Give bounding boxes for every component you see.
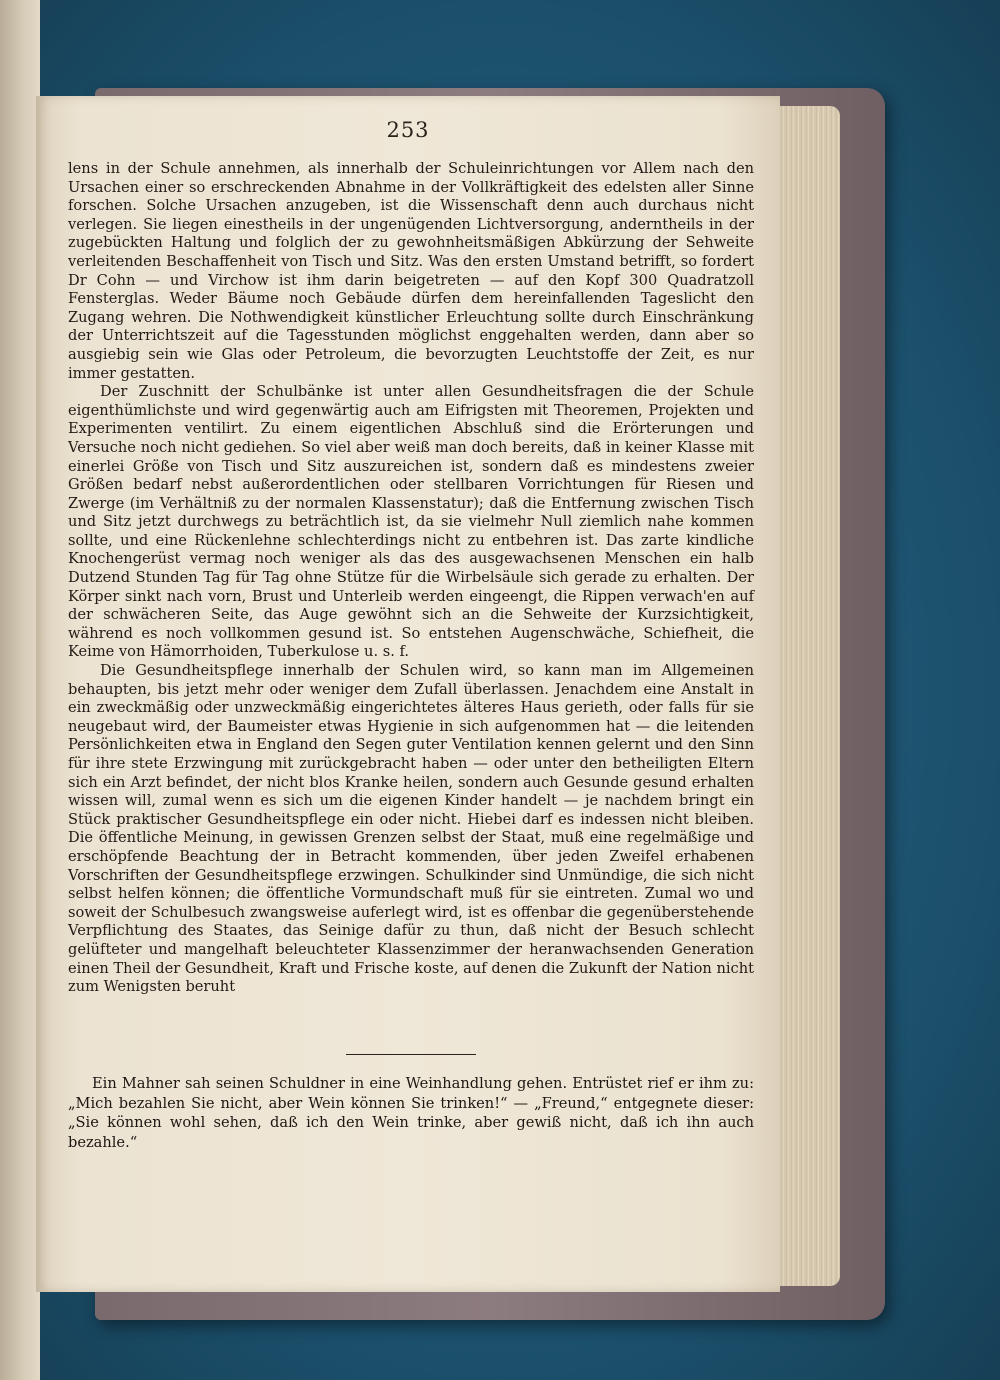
paragraph: Die Gesundheitspflege innerhalb der Schulen wird, so kann man im Allgemeinen behaupten, bis jetzt mehr oder weniger dem Zufall überlassen. Jenachdem eine Anstalt in ein zweckmäßig oder unzweckmäßig eingerichtetes älteres Haus gerieth, oder falls für sie neugebaut wird, der Baumeister etwas Hygienie in sich aufgenommen hat — die leitenden Persönlichkeiten etwa in England den Segen guter Ventilation kennen gelernt und den Sinn für ihre stete Erzwingung mit zurückgebracht haben — oder unter den betheiligten Eltern sich ein Arzt befindet, der nicht blos Kranke heilen, sondern auch Gesunde gesund erhalten wissen will, zumal wenn es sich um die eigenen Kinder handelt — je nachdem bringt ein Stück praktischer Gesundheitspflege ein oder nicht. Hiebei darf es indessen nicht bleiben. Die öffentliche Meinung, in gewissen Grenzen selbst der Staat, muß eine regelmäßige und erschöpfende Beachtung der in Betracht kommenden, über jeden Zweifel erhabenen Vorschriften der Gesundheitspflege erzwingen. Schulkinder sind Unmündige, die sich nicht selbst helfen können; die öffentliche Vormundschaft muß für sie eintreten. Zumal wo und soweit der Schulbesuch zwangsweise auferlegt wird, ist es offenbar die gegenüberstehende Verpflichtung des Staates, das Seinige dafür zu thun, daß nicht der Besuch schlecht gelüfteter und mangelhaft beleuchteter Klassenzimmer der heranwachsenden Generation einen Theil der Gesundheit, Kraft und Frische koste, auf denen die Zukunft der Nation nicht zum Wenigsten beruht — [68, 662, 754, 996]
page-block-edge — [770, 106, 840, 1286]
facing-page-edge — [0, 0, 40, 1380]
book-page — [36, 96, 780, 1292]
body-text — [68, 160, 754, 997]
anecdote-paragraph: Ein Mahner sah seinen Schuldner in eine Weinhandlung gehen. Entrüstet rief er ihm zu: „Mich bezahlen Sie nicht, aber Wein können Sie trinken!“ — „Freund,“ entgegnete dieser: „Sie können wohl sehen, daß ich den Wein trinke, aber gewiß nicht, daß ich ihn auch bezahle.“ — [68, 1075, 754, 1151]
paragraph: lens in der Schule annehmen, als innerhalb der Schuleinrichtungen vor Allem nach den Ursachen einer so erschreckenden Abnahme in der Vollkräftigkeit des edelsten aller Sinne forschen. Solche Ursachen anzugeben, ist die Wissenschaft denn auch durchaus nicht verlegen. Sie liegen einestheils in der ungenügenden Lichtversorgung, anderntheils in der zugebückten Haltung und folglich der zu gewohnheitsmäßigen Abkürzung der Sehweite verleitenden Beschaffenheit von Tisch und Sitz. Was den ersten Umstand betrifft, so fordert Dr Cohn — und Virchow ist ihm darin beigetreten — auf den Kopf 300 Quadratzoll Fensterglas. Weder Bäume noch Gebäude dürfen dem hereinfallenden Tageslicht den Zugang wehren. Die Nothwendigkeit künstlicher Erleuchtung sollte durch Einschränkung der Unterrichtszeit auf die Tagesstunden möglichst enggehalten werden, dann aber so ausgiebig sein wie Glas oder Petroleum, die bevorzugten Leuchtstoffe der Zeit, es nur immer gestatten. — [68, 160, 754, 382]
page-number: 253 — [386, 118, 430, 142]
section-separator — [346, 1054, 476, 1055]
paragraph: Der Zuschnitt der Schulbänke ist unter allen Gesundheitsfragen die der Schule eigenthümlichste und wird gegenwärtig auch am Eifrigsten mit Theoremen, Projekten und Experimenten ventilirt. Zu einem eigentlichen Abschluß sind die Erörterungen und Versuche noch nicht gediehen. So viel aber weiß man doch bereits, daß in keiner Klasse mit einerlei Größe von Tisch und Sitz auszureichen ist, sondern daß es mindestens zweier Größen bedarf nebst außerordentlichen oder stellbaren Vorrichtungen für Riesen und Zwerge (im Verhältniß zu der normalen Klassenstatur); daß die Entfernung zwischen Tisch und Sitz jetzt durchwegs zu beträchtlich ist, da sie vielmehr Null ziemlich nahe kommen sollte, und eine Rückenlehne schlechterdings nicht zu entbehren ist. Das zarte kindliche Knochengerüst vermag noch weniger als das des ausgewachsenen Menschen ein halb Dutzend Stunden Tag für Tag ohne Stütze für die Wirbelsäule sich gerade zu erhalten. Der Körper sinkt nach vorn, Brust und Unterleib werden eingeengt, die Rippen verwach'en auf der schwächeren Seite, das Auge gewöhnt sich an die Sehweite der Kurzsichtigkeit, während es noch vollkommen gesund ist. So entstehen Augenschwäche, Schiefheit, die Keime von Hämorrhoiden, Tuberkulose u. s. f. — [68, 383, 754, 661]
